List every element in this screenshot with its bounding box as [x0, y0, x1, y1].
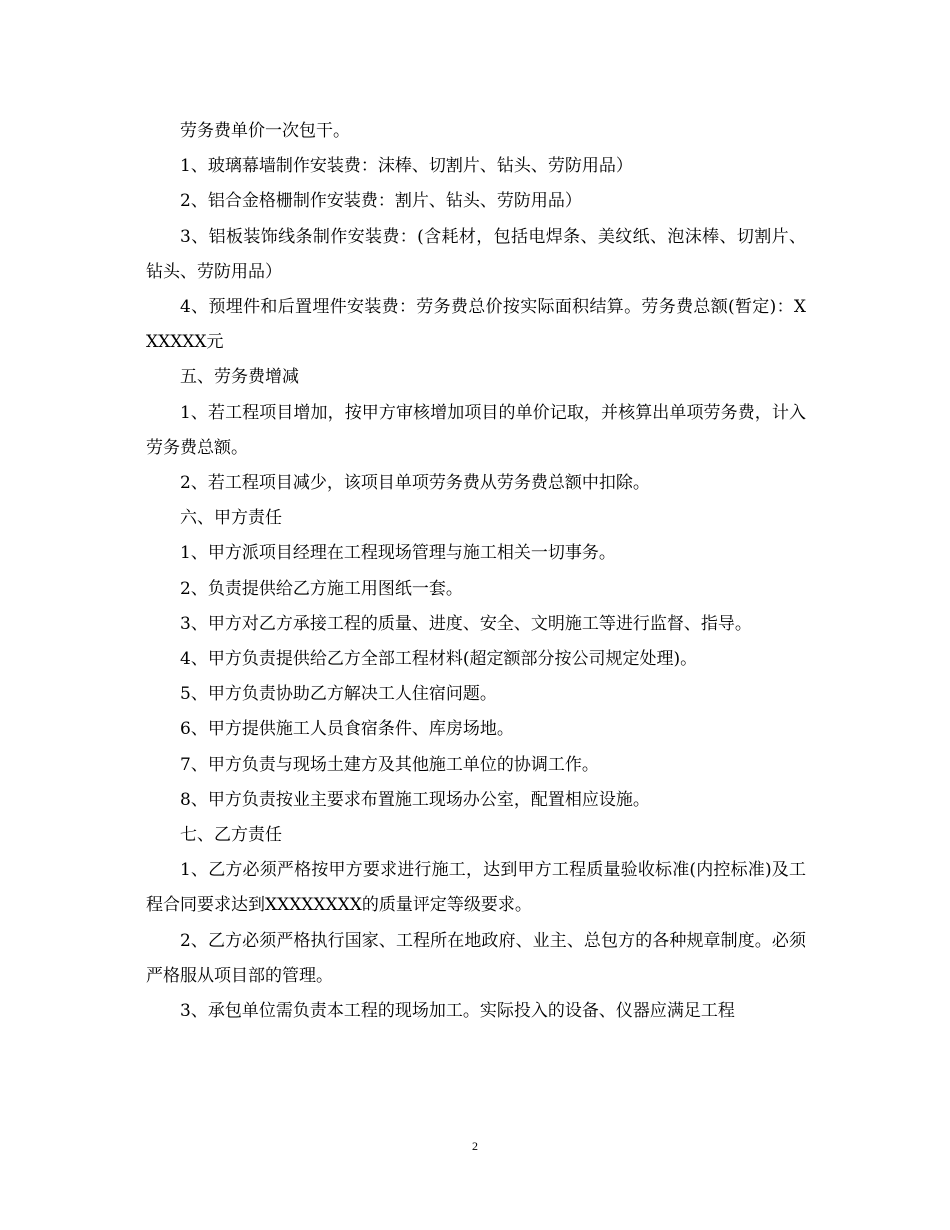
document-body — [146, 114, 806, 1029]
paragraph: 6、甲方提供施工人员食宿条件、库房场地。 — [180, 719, 514, 740]
paragraph: 7、甲方负责与现场土建方及其他施工单位的协调工作。 — [180, 754, 599, 775]
page-number: 2 — [472, 1139, 478, 1153]
paragraph: 1、甲方派项目经理在工程现场管理与施工相关一切事务。 — [180, 543, 616, 564]
paragraph: 2、若工程项目减少，该项目单项劳务费从劳务费总额中扣除。 — [180, 473, 650, 494]
section-heading: 六、甲方责任 — [180, 508, 282, 529]
paragraph: 1、玻璃幕墙制作安装费：沫棒、切割片、钻头、劳防用品） — [180, 156, 633, 177]
paragraph: 3、铝板装饰线条制作安装费：(含耗材，包括电焊条、美纹纸、泡沫棒、切割片、钻头、劳防用品） — [146, 226, 806, 282]
section-heading: 七、乙方责任 — [180, 825, 282, 846]
paragraph: 4、预埋件和后置埋件安装费：劳务费总价按实际面积结算。劳务费总额(暂定)：XXXXXX元 — [146, 297, 806, 353]
paragraph: 2、乙方必须严格执行国家、工程所在地政府、业主、总包方的各种规章制度。必须严格服从项目部的管理。 — [146, 930, 806, 986]
paragraph: 1、乙方必须严格按甲方要求进行施工，达到甲方工程质量验收标准(内控标准)及工程合同要求达到XXXXXXXX的质量评定等级要求。 — [146, 860, 806, 916]
paragraph: 3、承包单位需负责本工程的现场加工。实际投入的设备、仪器应满足工程 — [180, 1001, 735, 1022]
paragraph: 8、甲方负责按业主要求布置施工现场办公室，配置相应设施。 — [180, 789, 650, 810]
section-heading: 五、劳务费增减 — [180, 367, 299, 388]
paragraph: 4、甲方负责提供给乙方全部工程材料(超定额部分按公司规定处理)。 — [180, 649, 698, 670]
paragraph: 1、若工程项目增加，按甲方审核增加项目的单价记取，并核算出单项劳务费，计入劳务费总额。 — [146, 402, 806, 458]
paragraph: 3、甲方对乙方承接工程的质量、进度、安全、文明施工等进行监督、指导。 — [180, 613, 752, 634]
paragraph: 2、铝合金格栅制作安装费：割片、钻头、劳防用品） — [180, 191, 582, 212]
paragraph: 劳务费单价一次包干。 — [180, 121, 350, 141]
paragraph: 2、负责提供给乙方施工用图纸一套。 — [180, 578, 463, 599]
paragraph: 5、甲方负责协助乙方解决工人住宿问题。 — [180, 684, 497, 705]
